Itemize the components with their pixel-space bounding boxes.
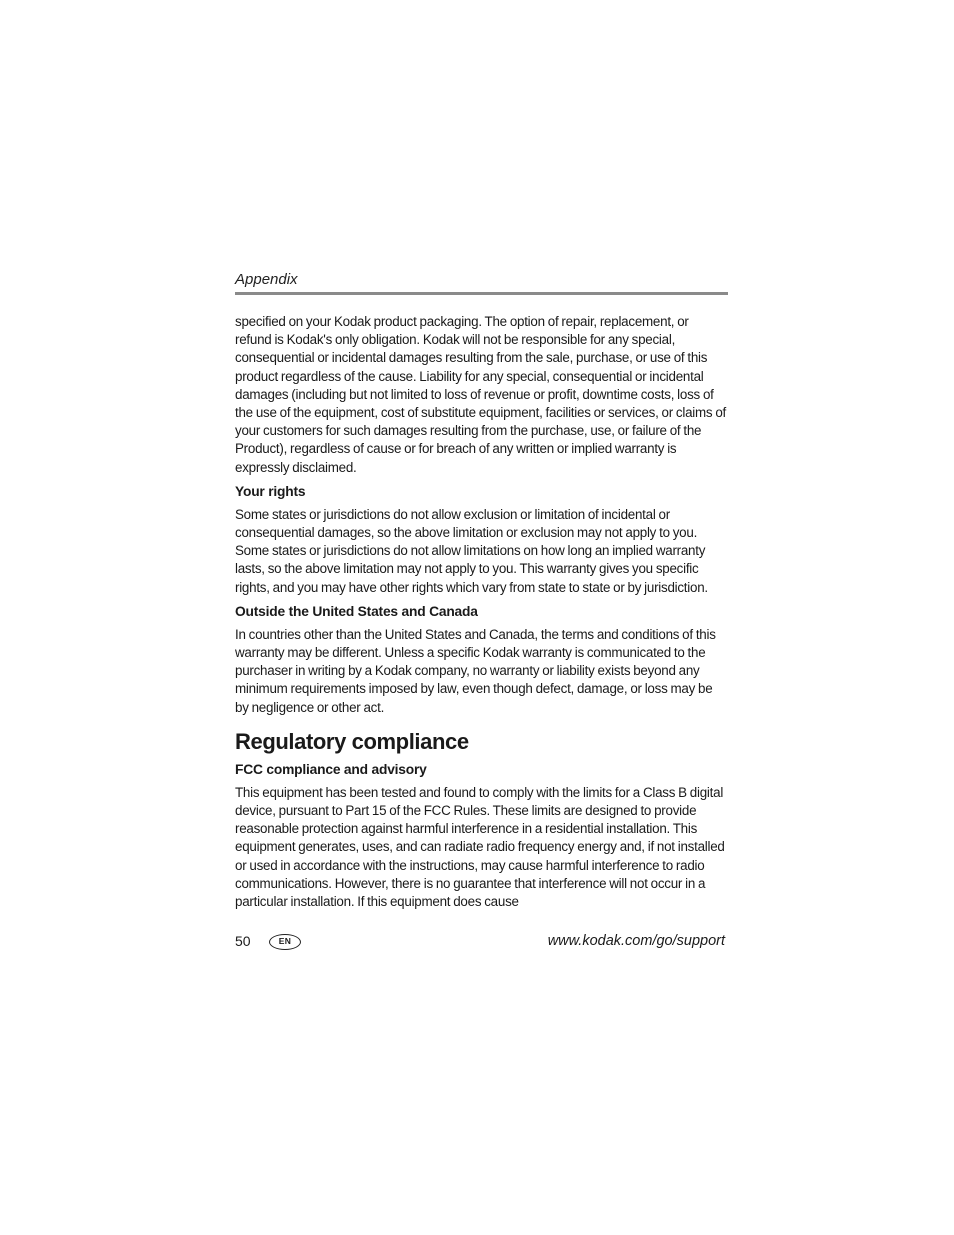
your-rights-paragraph: Some states or jurisdictions do not allow exclusion or limitation of incidental or consequential damages, so the above limitation or exclusion may not apply to you. Some states or jurisdictions do not allow limitations on how long an implied warranty lasts, so the above limitation may not apply to you. This warranty gives you specific rights, and you may have other rights which vary from state to state or by jurisdiction. xyxy=(235,506,708,595)
page-footer xyxy=(235,930,725,952)
your-rights-heading: Your rights xyxy=(235,483,306,499)
outside-us-canada-heading: Outside the United States and Canada xyxy=(235,603,478,619)
support-url-link[interactable]: www.kodak.com/go/support xyxy=(547,933,725,949)
fcc-compliance-paragraph: This equipment has been tested and found to comply with the limits for a Class B digital device, pursuant to Part 15 of the FCC Rules. These limits are designed to provide reasonable protection against harmful interference in a residential installation. This equipment generates, uses, and can radiate radio frequency energy and, if not installed or used in accordance with the instructions, may cause harmful interference to radio communications. However, there is no guarantee that interference will not occur in a particular installation. If this equipment does cause xyxy=(235,784,725,910)
page-number: 50 xyxy=(235,933,251,949)
running-header: Appendix xyxy=(235,271,298,288)
language-badge-icon: EN xyxy=(269,934,301,950)
header-rule xyxy=(235,292,728,295)
fcc-compliance-heading: FCC compliance and advisory xyxy=(235,761,427,777)
page-content xyxy=(235,270,728,917)
outside-us-canada-paragraph: In countries other than the United States and Canada, the terms and conditions of this warranty may be different. Unless a specific Kodak warranty is communicated to the purchaser in writing by a Kodak company, no warranty or liability exists beyond any minimum requirements imposed by law, even though defect, damage, or loss may be by negligence or other act. xyxy=(235,626,716,715)
regulatory-compliance-title: Regulatory compliance xyxy=(235,728,469,754)
warranty-limitation-paragraph: specified on your Kodak product packaging. The option of repair, replacement, or refund is Kodak's only obligation. Kodak will not be responsible for any special, consequential or incidental damages resulting from the sale, purchase, or use of this product regardless of the cause. Liability for any special, consequential or incidental damages (including but not limited to loss of revenue or profit, downtime costs, loss of the use of the equipment, cost of substitute equipment, facilities or services, or claims of your customers for such damages resulting from the purchase, use, or failure of the Product), regardless of cause or for breach of any written or implied warranty is expressly disclaimed. xyxy=(235,314,726,475)
